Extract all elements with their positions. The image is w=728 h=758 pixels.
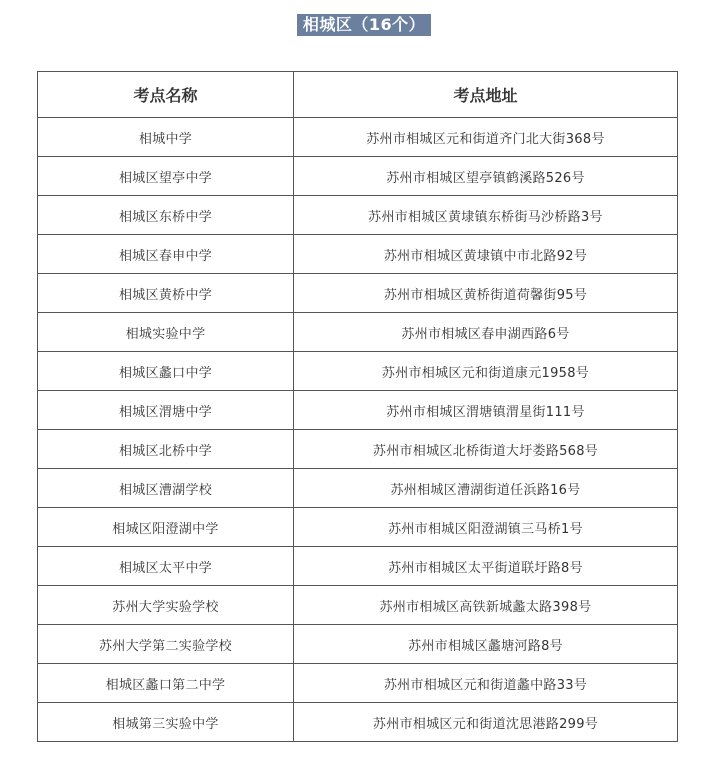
site-address: 苏州市相城区太平街道联圩路8号 xyxy=(294,547,678,586)
table-row xyxy=(38,313,678,352)
header-site-address: 考点地址 xyxy=(294,72,678,118)
site-address: 苏州市相城区春申湖西路6号 xyxy=(294,313,678,352)
page-title: 相城区（16个） xyxy=(297,14,431,36)
site-name: 相城区漕湖学校 xyxy=(38,469,294,508)
site-address: 苏州市相城区高铁新城蠡太路398号 xyxy=(294,586,678,625)
table-row xyxy=(38,196,678,235)
table-row xyxy=(38,352,678,391)
site-name: 相城中学 xyxy=(38,118,294,157)
site-address: 苏州市相城区黄埭镇中市北路92号 xyxy=(294,235,678,274)
table-row xyxy=(38,430,678,469)
site-name: 相城区黄桥中学 xyxy=(38,274,294,313)
site-address: 苏州市相城区元和街道康元1958号 xyxy=(294,352,678,391)
site-name: 相城区阳澄湖中学 xyxy=(38,508,294,547)
table-row xyxy=(38,664,678,703)
site-address: 苏州市相城区元和街道蠡中路33号 xyxy=(294,664,678,703)
site-name: 相城区渭塘中学 xyxy=(38,391,294,430)
site-name: 相城区望亭中学 xyxy=(38,157,294,196)
site-address: 苏州市相城区望亭镇鹤溪路526号 xyxy=(294,157,678,196)
site-address: 苏州相城区漕湖街道任浜路16号 xyxy=(294,469,678,508)
title-container xyxy=(0,14,728,36)
site-name: 相城区蠡口第二中学 xyxy=(38,664,294,703)
table-row xyxy=(38,547,678,586)
site-name: 苏州大学第二实验学校 xyxy=(38,625,294,664)
exam-site-table xyxy=(37,71,678,742)
site-address: 苏州市相城区黄桥街道荷馨街95号 xyxy=(294,274,678,313)
table-row xyxy=(38,586,678,625)
table-row xyxy=(38,625,678,664)
site-address: 苏州市相城区北桥街道大圩娄路568号 xyxy=(294,430,678,469)
site-name: 苏州大学实验学校 xyxy=(38,586,294,625)
site-address: 苏州市相城区蠡塘河路8号 xyxy=(294,625,678,664)
site-address: 苏州市相城区元和街道沈思港路299号 xyxy=(294,703,678,742)
table-row xyxy=(38,274,678,313)
site-name: 相城区太平中学 xyxy=(38,547,294,586)
site-name: 相城区北桥中学 xyxy=(38,430,294,469)
site-name: 相城区春申中学 xyxy=(38,235,294,274)
site-name: 相城区蠡口中学 xyxy=(38,352,294,391)
site-name: 相城第三实验中学 xyxy=(38,703,294,742)
site-address: 苏州市相城区渭塘镇渭星街111号 xyxy=(294,391,678,430)
table-row xyxy=(38,469,678,508)
site-address: 苏州市相城区黄埭镇东桥街马沙桥路3号 xyxy=(294,196,678,235)
table-row xyxy=(38,703,678,742)
table-row xyxy=(38,235,678,274)
site-name: 相城区东桥中学 xyxy=(38,196,294,235)
site-address: 苏州市相城区元和街道齐门北大街368号 xyxy=(294,118,678,157)
site-name: 相城实验中学 xyxy=(38,313,294,352)
table-header-row xyxy=(38,72,678,118)
table-row xyxy=(38,508,678,547)
site-address: 苏州市相城区阳澄湖镇三马桥1号 xyxy=(294,508,678,547)
table-row xyxy=(38,118,678,157)
table-row xyxy=(38,391,678,430)
table-row xyxy=(38,157,678,196)
header-site-name: 考点名称 xyxy=(38,72,294,118)
